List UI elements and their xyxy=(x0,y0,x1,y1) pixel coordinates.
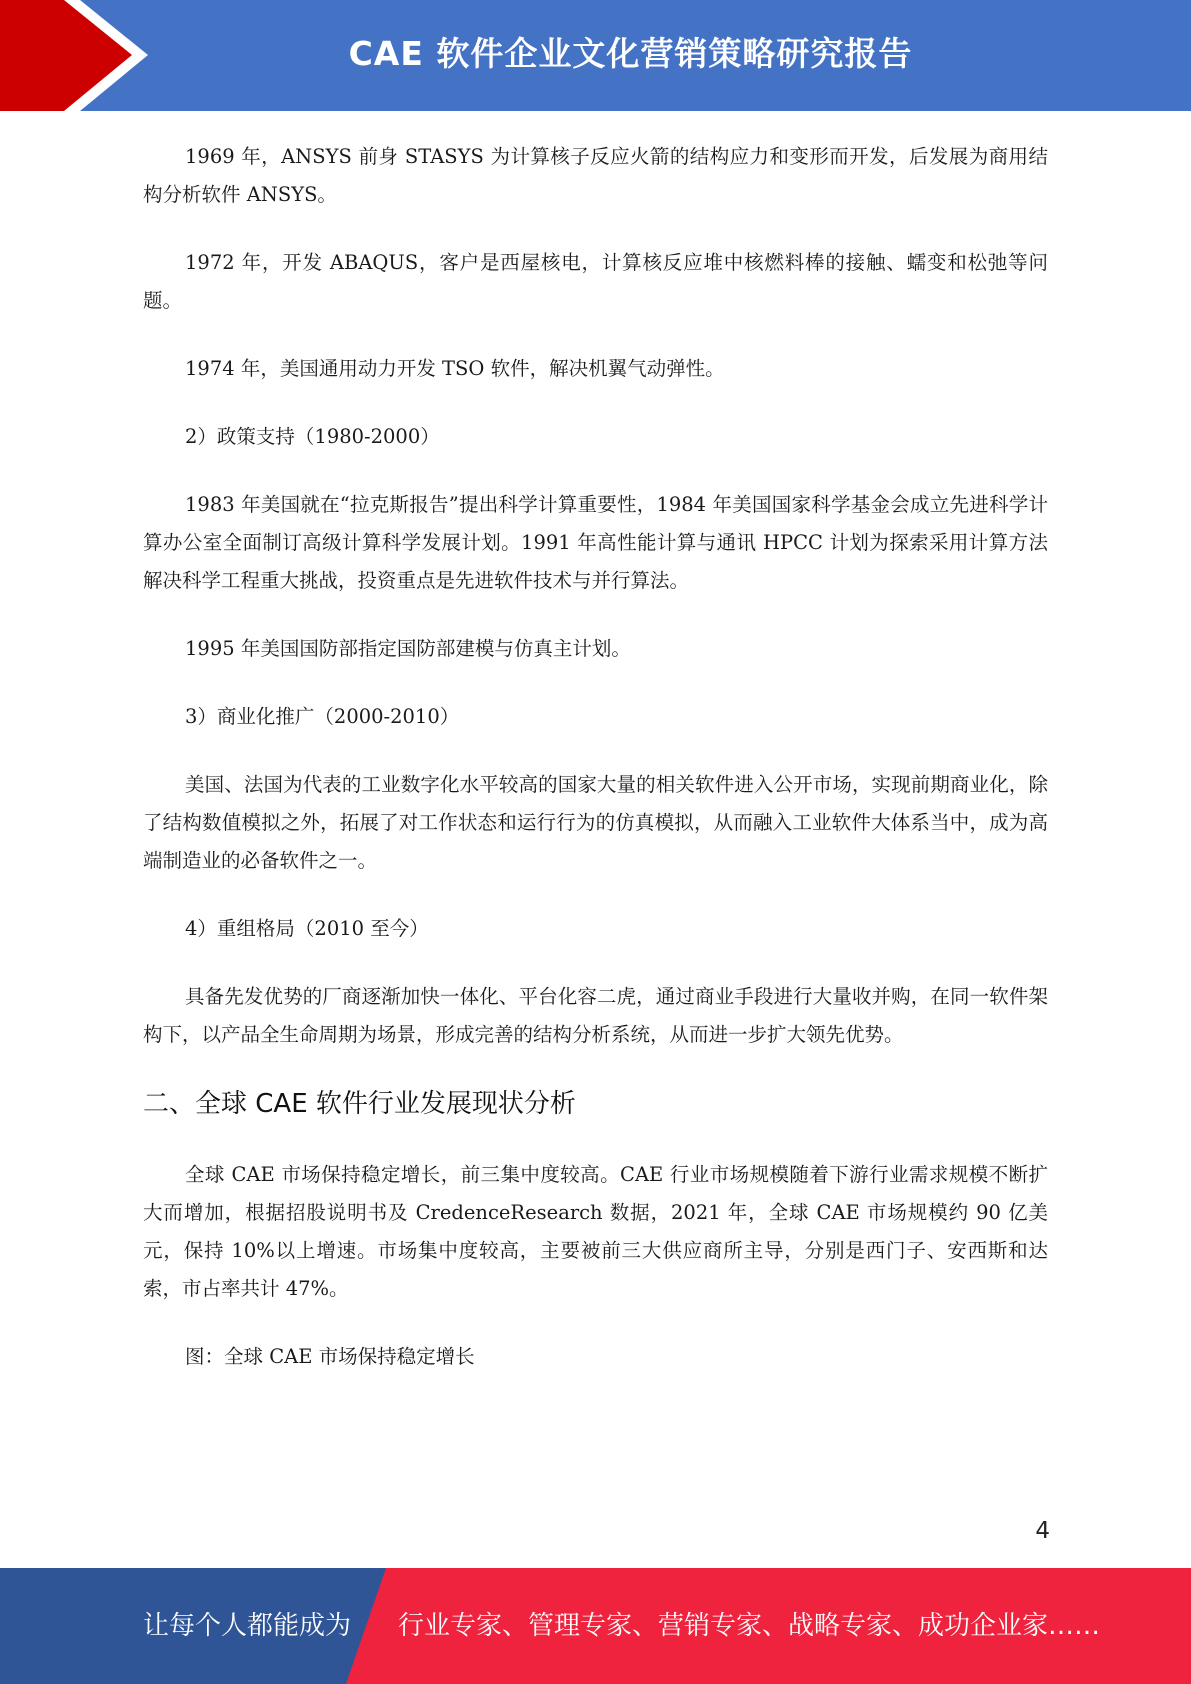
paragraph-commercialization: 美国、法国为代表的工业数字化水平较高的国家大量的相关软件进入公开市场，实现前期商业化，除了结构数值模拟之外，拓展了对工作状态和运行行为的仿真模拟，从而融入工业软件大体系当中，成为高端制造业的必备软件之一。 xyxy=(143,773,1048,872)
page-footer xyxy=(0,1568,1191,1684)
paragraph-global-market: 全球 CAE 市场保持稳定增长，前三集中度较高。CAE 行业市场规模随着下游行业需求规模不断扩大而增加，根据招股说明书及 CredenceResearch 数据，2021 年，全球 CAE 市场规模约 90 亿美元，保持 10%以上增速。市场集中度较高，主要被前三大供应商所主导，分别是西门子、安西斯和达索，市占率共计 47%。 xyxy=(143,1163,1048,1300)
page-header xyxy=(0,0,1191,111)
subheading-policy-support: 2）政策支持（1980-2000） xyxy=(185,425,440,448)
paragraph-1983-lax-report: 1983 年美国就在“拉克斯报告”提出科学计算重要性，1984 年美国国家科学基金会成立先进科学计算办公室全面制订高级计算科学发展计划。1991 年高性能计算与通讯 HPCC 计划为探索采用计算方法解决科学工程重大挑战，投资重点是先进软件技术与并行算法。 xyxy=(143,493,1048,592)
footer-slogan-right: 行业专家、管理专家、营销专家、战略专家、成功企业家…… xyxy=(398,1611,1101,1641)
paragraph-1972-abaqus: 1972 年，开发 ABAQUS，客户是西屋核电，计算核反应堆中核燃料棒的接触、蠕变和松弛等问题。 xyxy=(143,251,1048,312)
page-content xyxy=(143,138,1048,1406)
paragraph-restructuring: 具备先发优势的厂商逐渐加快一体化、平台化容二虎，通过商业手段进行大量收并购，在同一软件架构下，以产品全生命周期为场景，形成完善的结构分析系统，从而进一步扩大领先优势。 xyxy=(143,985,1048,1046)
report-title: CAE 软件企业文化营销策略研究报告 xyxy=(348,34,913,73)
paragraph-1974-tso: 1974 年，美国通用动力开发 TSO 软件，解决机翼气动弹性。 xyxy=(185,357,725,380)
subheading-commercialization: 3）商业化推广（2000-2010） xyxy=(185,705,460,728)
paragraph-1969-ansys: 1969 年，ANSYS 前身 STASYS 为计算核子反应火箭的结构应力和变形而开发，后发展为商用结构分析软件 ANSYS。 xyxy=(143,145,1048,206)
subheading-restructuring: 4）重组格局（2010 至今） xyxy=(185,917,429,940)
paragraph-1995-dod: 1995 年美国国防部指定国防部建模与仿真主计划。 xyxy=(185,637,631,660)
page-number: 4 xyxy=(1035,1518,1050,1544)
footer-slogan-left: 让每个人都能成为 xyxy=(143,1611,352,1641)
figure-caption: 图：全球 CAE 市场保持稳定增长 xyxy=(185,1345,475,1368)
section-heading-global-cae: 二、全球 CAE 软件行业发展现状分析 xyxy=(143,1089,576,1119)
